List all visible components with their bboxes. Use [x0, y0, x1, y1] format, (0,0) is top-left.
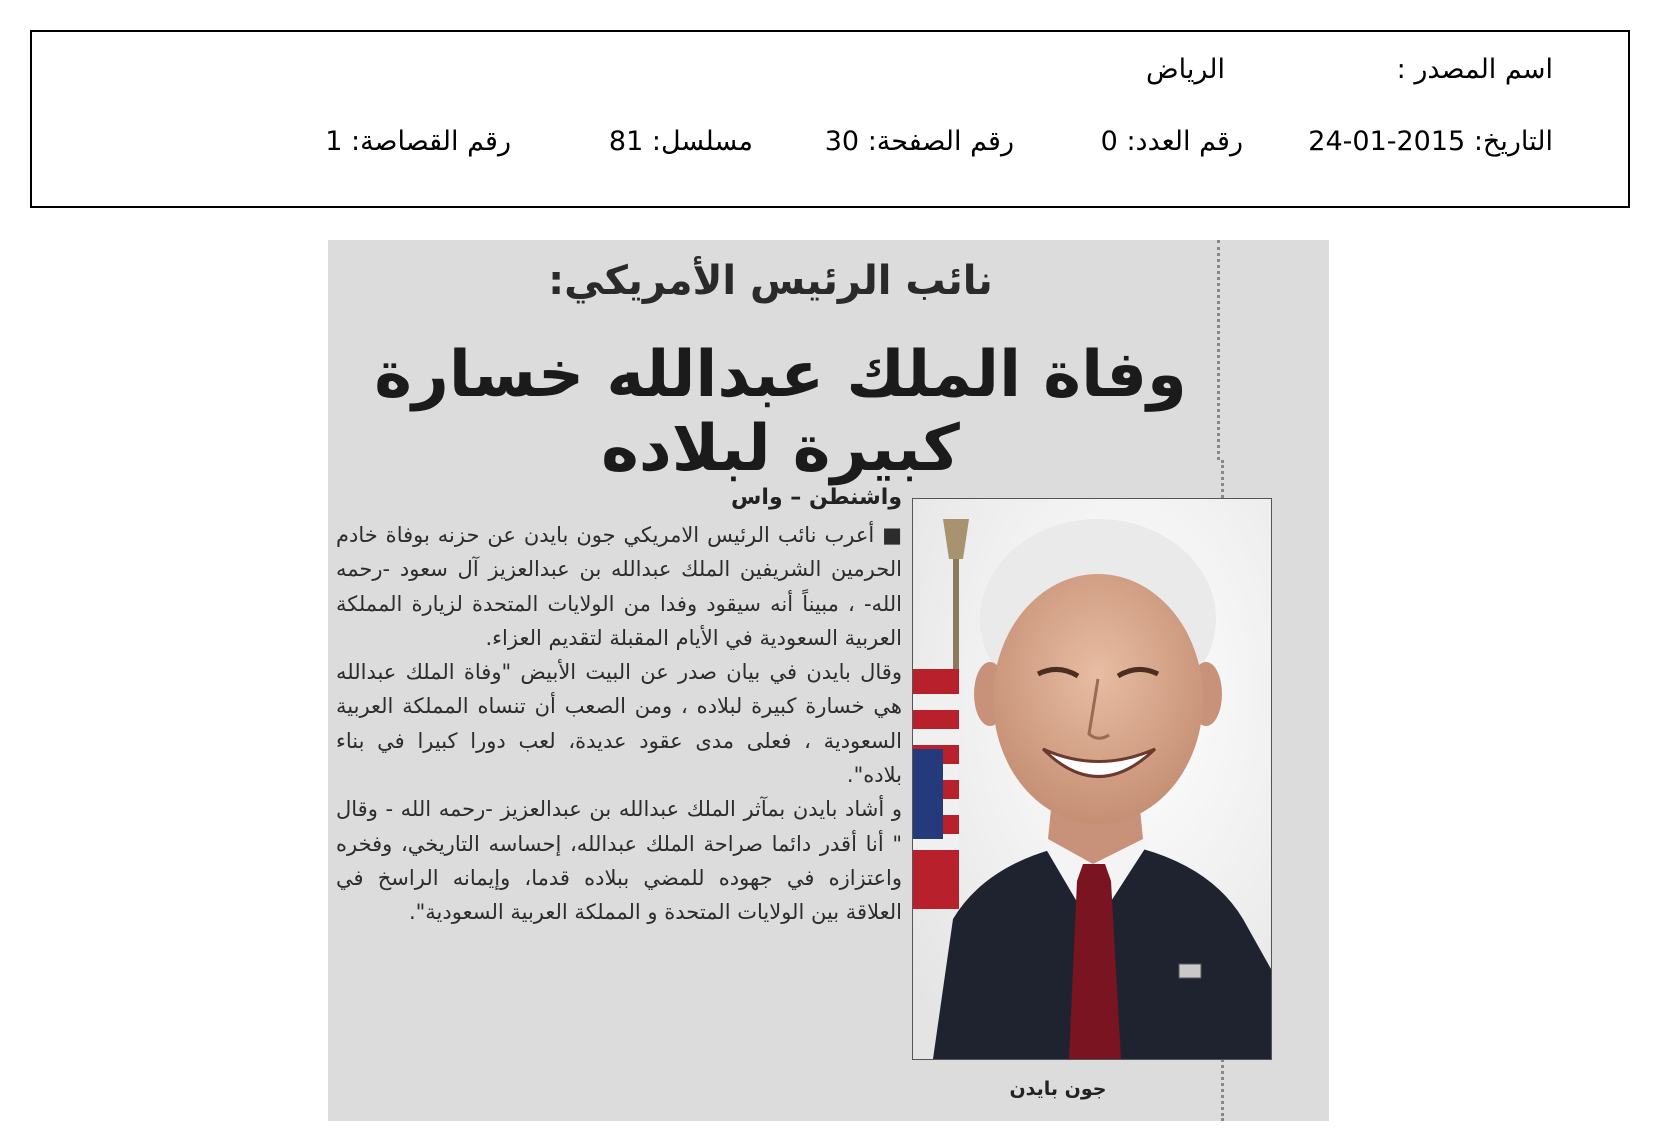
source-row	[1397, 54, 1553, 85]
article-body	[336, 518, 902, 930]
issue-label: رقم العدد:	[1126, 126, 1243, 157]
source-value: الرياض	[1145, 54, 1225, 85]
date-value: 2015-01-24	[1308, 126, 1466, 157]
serial-row	[609, 126, 753, 157]
article-paragraph: و أشاد بايدن بمآثر الملك عبدالله بن عبدالعزيز -رحمه الله - وقال " أنا أقدر دائما صراحة الملك عبدالله، إحساسه التاريخي، وفخره واعتزازه في جهوده للمضي ببلاده قدما، وإيمانه الراسخ في العلاقة بين الولايات المتحدة و المملكة العربية السعودية".	[336, 797, 902, 925]
serial-label: مسلسل:	[651, 126, 753, 157]
clipping-info-box	[30, 30, 1630, 208]
issue-row	[1101, 126, 1243, 157]
article-paragraph: وقال بايدن في بيان صدر عن البيت الأبيض "وفاة الملك عبدالله هي خسارة كبيرة لبلاده ، ومن الصعب أن تنساه المملكة العربية السعودية ، فعلى مدى عقود عديدة، لعب دورا كبيرا في بناء بلاده".	[336, 660, 902, 788]
photo-caption: جون بايدن	[1009, 1078, 1107, 1100]
newspaper-clipping	[328, 240, 1329, 1121]
serial-value: 81	[608, 126, 644, 157]
page-row	[825, 126, 1014, 157]
date-row	[1308, 126, 1553, 157]
page-value: 30	[824, 126, 860, 157]
article-kicker: نائب الرئيس الأمريكي:	[548, 258, 993, 304]
date-label: التاريخ:	[1473, 126, 1553, 157]
source-label: اسم المصدر :	[1396, 54, 1553, 85]
issue-value: 0	[1100, 126, 1118, 157]
article-dateline: واشنطن – واس	[731, 485, 902, 510]
clipping-label: رقم القصاصة:	[350, 126, 511, 157]
article-paragraph: ■ أعرب نائب الرئيس الامريكي جون بايدن عن حزنه بوفاة خادم الحرمين الشريفين الملك عبدالله بن عبدالعزيز آل سعود -رحمه الله- ، مبيناً أنه سيقود وفدا من الولايات المتحدة لزيارة المملكة العربية السعودية في الأيام المقبلة لتقديم العزاء.	[336, 523, 902, 650]
portrait-illustration	[913, 499, 1271, 1059]
clipping-value: 1	[325, 126, 343, 157]
face	[993, 574, 1203, 824]
article-headline: وفاة الملك عبدالله خسارة كبيرة لبلاده	[374, 338, 1187, 486]
portrait-photo	[912, 498, 1272, 1060]
source-value-row	[1146, 54, 1225, 85]
clipping-row	[325, 126, 511, 157]
page-label: رقم الصفحة:	[867, 126, 1014, 157]
